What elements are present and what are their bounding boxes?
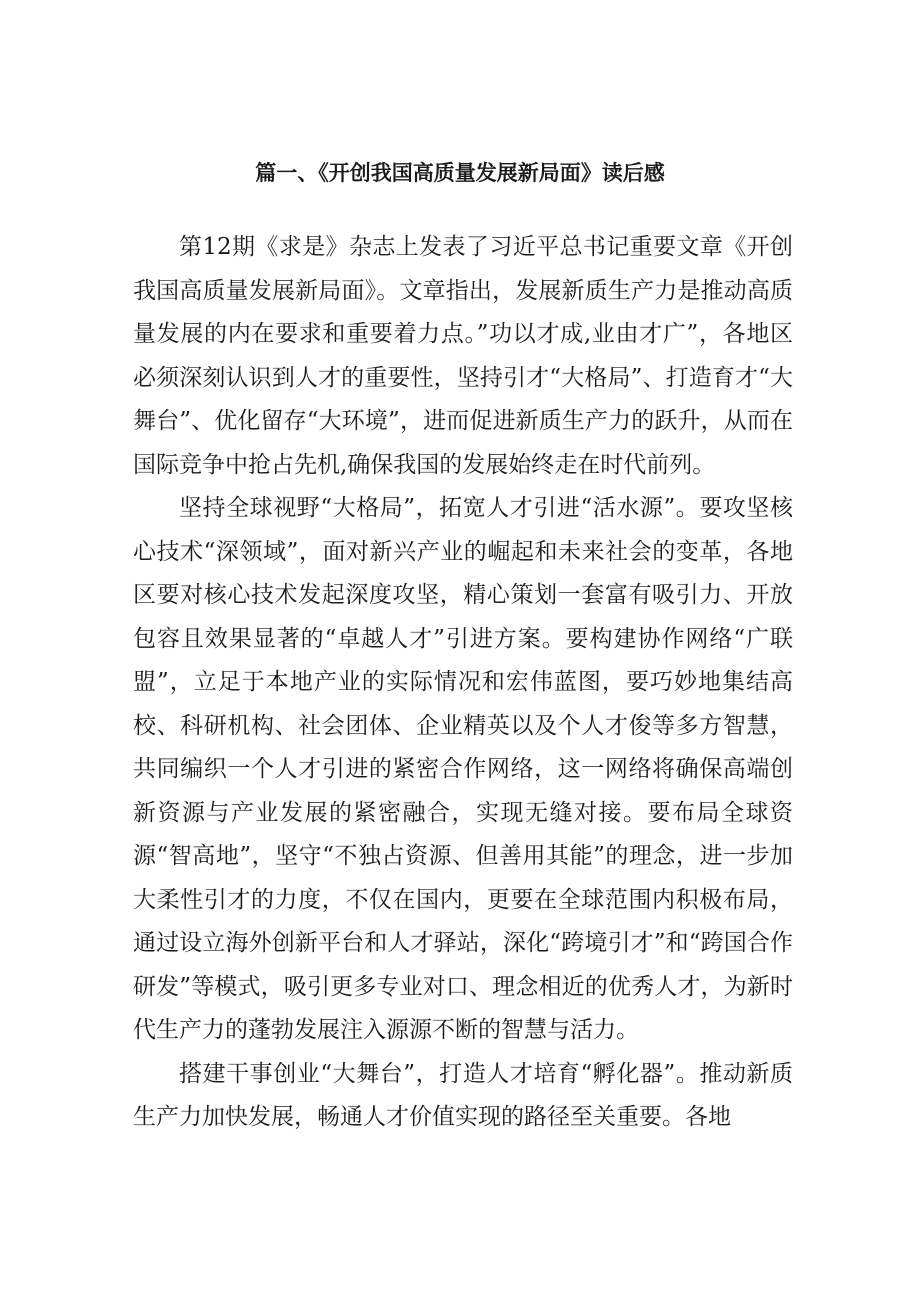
document-body xyxy=(133,226,793,1140)
document-title: 篇一、《开创我国高质量发展新局面》读后感 xyxy=(255,161,665,185)
paragraph-3: 搭建干事创业“大舞台”，打造人才培育“孵化器”。推动新质生产力加快发展，畅通人才价值实现的路径至关重要。各地 xyxy=(133,1060,793,1130)
paragraph-2: 坚持全球视野“大格局”，拓宽人才引进“活水源”。要攻坚核心技术“深领域”，面对新兴产业的崛起和未来社会的变革，各地区要对核心技术发起深度攻坚，精心策划一套富有吸引力、开放包容且效果显著的“卓越人才”引进方案。要构建协作网络“广联盟”，立足于本地产业的实际情况和宏伟蓝图，要巧妙地集结高校、科研机构、社会团体、企业精英以及个人才俊等多方智慧，共同编织一个人才引进的紧密合作网络，这一网络将确保高端创新资源与产业发展的紧密融合，实现无缝对接。要布局全球资源“智高地”，坚守“不独占资源、但善用其能”的理念，进一步加大柔性引才的力度，不仅在国内，更要在全球范围内积极布局，通过设立海外创新平台和人才驿站，深化“跨境引才”和“跨国合作研发”等模式，吸引更多专业对口、理念相近的优秀人才，为新时代生产力的蓬勃发展注入源源不断的智慧与活力。 xyxy=(133,495,793,1043)
paragraph-1: 第12期《求是》杂志上发表了习近平总书记重要文章《开创我国高质量发展新局面》。文章指出，发展新质生产力是推动高质量发展的内在要求和重要着力点。”功以才成,业由才广”，各地区必须深刻认识到人才的重要性，坚持引才“大格局”、打造育才“大舞台”、优化留存“大环境”，进而促进新质生产力的跃升，从而在国际竞争中抢占先机,确保我国的发展始终走在时代前列。 xyxy=(133,234,793,478)
